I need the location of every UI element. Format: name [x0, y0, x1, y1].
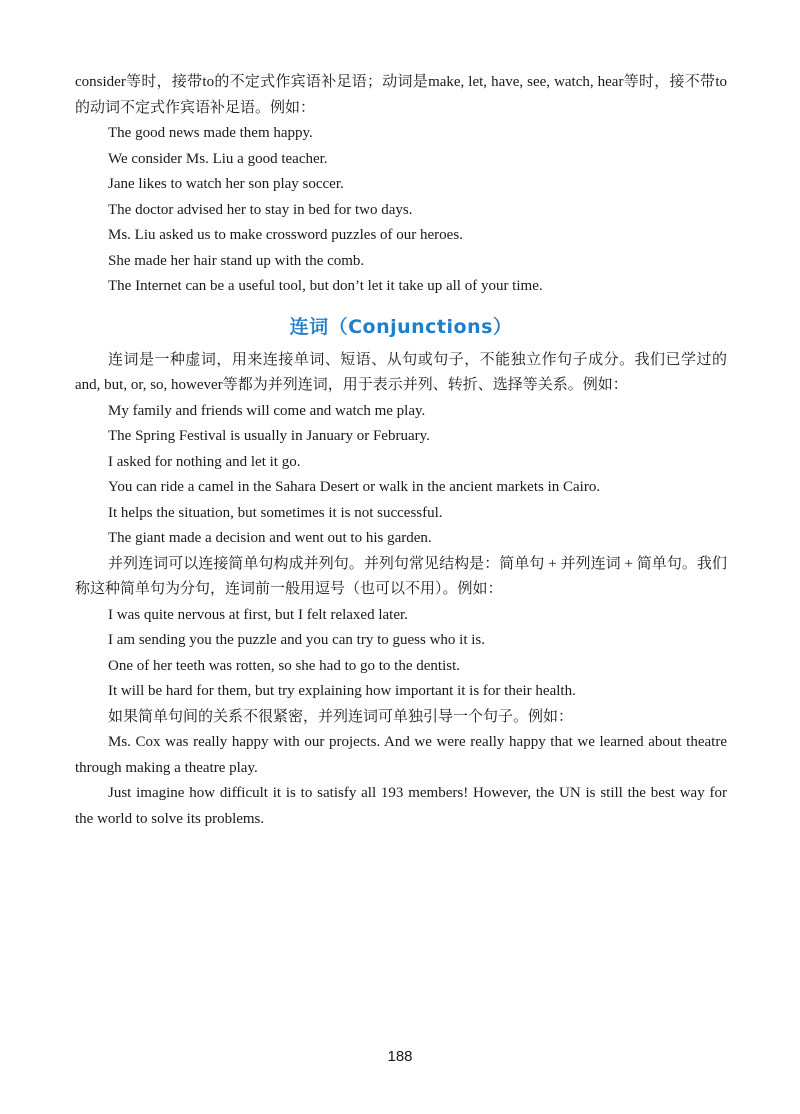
example-sentence: One of her teeth was rotten, so she had to go to the dentist.: [108, 657, 461, 674]
example-sentence: Jane likes to watch her son play soccer.: [108, 176, 344, 192]
example-sentence: It helps the situation, but sometimes it is not successful.: [108, 504, 443, 521]
example-sentence: My family and friends will come and watch me play.: [108, 402, 426, 419]
example-sentence: She made her hair stand up with the comb.: [108, 252, 365, 269]
independent-conjunction-paragraph: 如果简单句间的关系不很紧密，并列连词可单独引导一个句子。例如：: [108, 708, 574, 725]
intro-paragraph: consider等时，接带to的不定式作宾语补足语；动词是make, let, have, see, watch, hear等时，接不带to的动词不定式作宾语补足语。例如：: [75, 74, 727, 116]
example-sentence: The good news made them happy.: [108, 125, 313, 141]
compound-sentence-examples: [75, 603, 727, 705]
example-sentence: It will be hard for them, but try explaining how important it is for their health.: [108, 683, 576, 699]
example-sentence: The Internet can be a useful tool, but don’t let it take up all of your time.: [108, 278, 543, 294]
example-sentence: Ms. Cox was really happy with our projects. And we were really happy that we learned about theatre through making a theatre play.: [75, 734, 727, 776]
conjunction-examples: [75, 399, 727, 552]
independent-conjunction-examples: [75, 730, 727, 832]
page-number: 188: [387, 1048, 413, 1065]
intro-examples: [75, 121, 727, 300]
example-sentence: The Spring Festival is usually in January or February.: [108, 428, 430, 444]
example-sentence: I was quite nervous at first, but I felt relaxed later.: [108, 606, 408, 623]
compound-sentence-paragraph: 并列连词可以连接简单句构成并列句。并列句常见结构是：简单句 + 并列连词 + 简单句。我们称这种简单句为分句，连词前一般用逗号（也可以不用）。例如：: [75, 555, 727, 597]
example-sentence: I am sending you the puzzle and you can try to guess who it is.: [108, 632, 486, 648]
example-sentence: We consider Ms. Liu a good teacher.: [108, 150, 328, 167]
example-sentence: Ms. Liu asked us to make crossword puzzles of our heroes.: [108, 227, 463, 243]
page-content: [75, 70, 727, 832]
conjunctions-definition: 连词是一种虚词，用来连接单词、短语、从句或句子，不能独立作句子成分。我们已学过的and, but, or, so, however等都为并列连词，用于表示并列、转折、选择等关系。例如：: [75, 351, 727, 393]
example-sentence: You can ride a camel in the Sahara Desert or walk in the ancient markets in Cairo.: [108, 479, 601, 495]
example-sentence: I asked for nothing and let it go.: [108, 453, 301, 470]
example-sentence: The doctor advised her to stay in bed for two days.: [108, 201, 413, 218]
section-title-conjunctions: 连词（Conjunctions）: [289, 315, 513, 338]
example-sentence: The giant made a decision and went out to his garden.: [108, 530, 432, 546]
example-sentence: Just imagine how difficult it is to satisfy all 193 members! However, the UN is still the best way for the world to solve its problems.: [75, 785, 727, 827]
